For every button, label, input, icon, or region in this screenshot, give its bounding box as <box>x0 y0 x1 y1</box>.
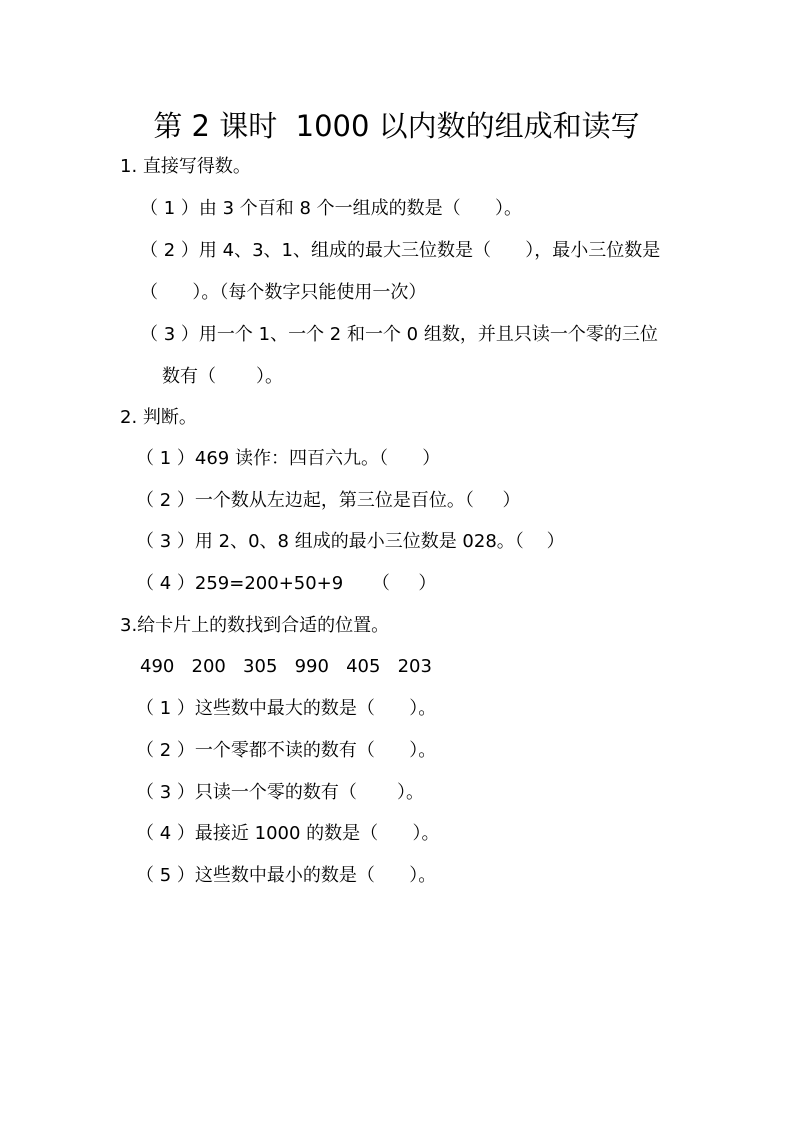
section3-question-3: （ 3 ）只读一个零的数有（ ）。 <box>136 782 424 803</box>
section2-question-4: （ 4 ）259=200+50+9 （ ） <box>136 573 437 594</box>
section2-question-3: （ 3 ）用 2、0、8 组成的最小三位数是 028。（ ） <box>136 531 565 552</box>
section1-question-1: （ 1 ）由 3 个百和 8 个一组成的数是（ ）。 <box>140 198 523 219</box>
section1-question-3-line1: （ 3 ）用一个 1、一个 2 和一个 0 组数，并且只读一个零的三位 <box>140 324 658 345</box>
section3-heading: 3.给卡片上的数找到合适的位置。 <box>120 615 390 636</box>
section1-question-2-line2: （ ）。（每个数字只能使用一次） <box>140 282 427 303</box>
section1-question-2-line1: （ 2 ）用 4、3、1、组成的最大三位数是（ ），最小三位数是 <box>140 240 661 261</box>
section1-heading: 1. 直接写得数。 <box>120 156 251 177</box>
section2-heading: 2. 判断。 <box>120 407 197 428</box>
section1-question-3-line2: 数有（ ）。 <box>162 366 284 387</box>
section3-question-4: （ 4 ）最接近 1000 的数是（ ）。 <box>136 823 440 844</box>
section3-question-2: （ 2 ）一个零都不读的数有（ ）。 <box>136 740 437 761</box>
section2-question-2: （ 2 ）一个数从左边起，第三位是百位。（ ） <box>136 490 521 511</box>
page-title: 第 2 课时 1000 以内数的组成和读写 <box>153 109 640 143</box>
section3-question-1: （ 1 ）这些数中最大的数是（ ）。 <box>136 698 437 719</box>
section3-card-numbers: 490 200 305 990 405 203 <box>140 656 432 677</box>
section3-question-5: （ 5 ）这些数中最小的数是（ ）。 <box>136 865 437 886</box>
section2-question-1: （ 1 ）469 读作：四百六九。（ ） <box>136 448 441 469</box>
